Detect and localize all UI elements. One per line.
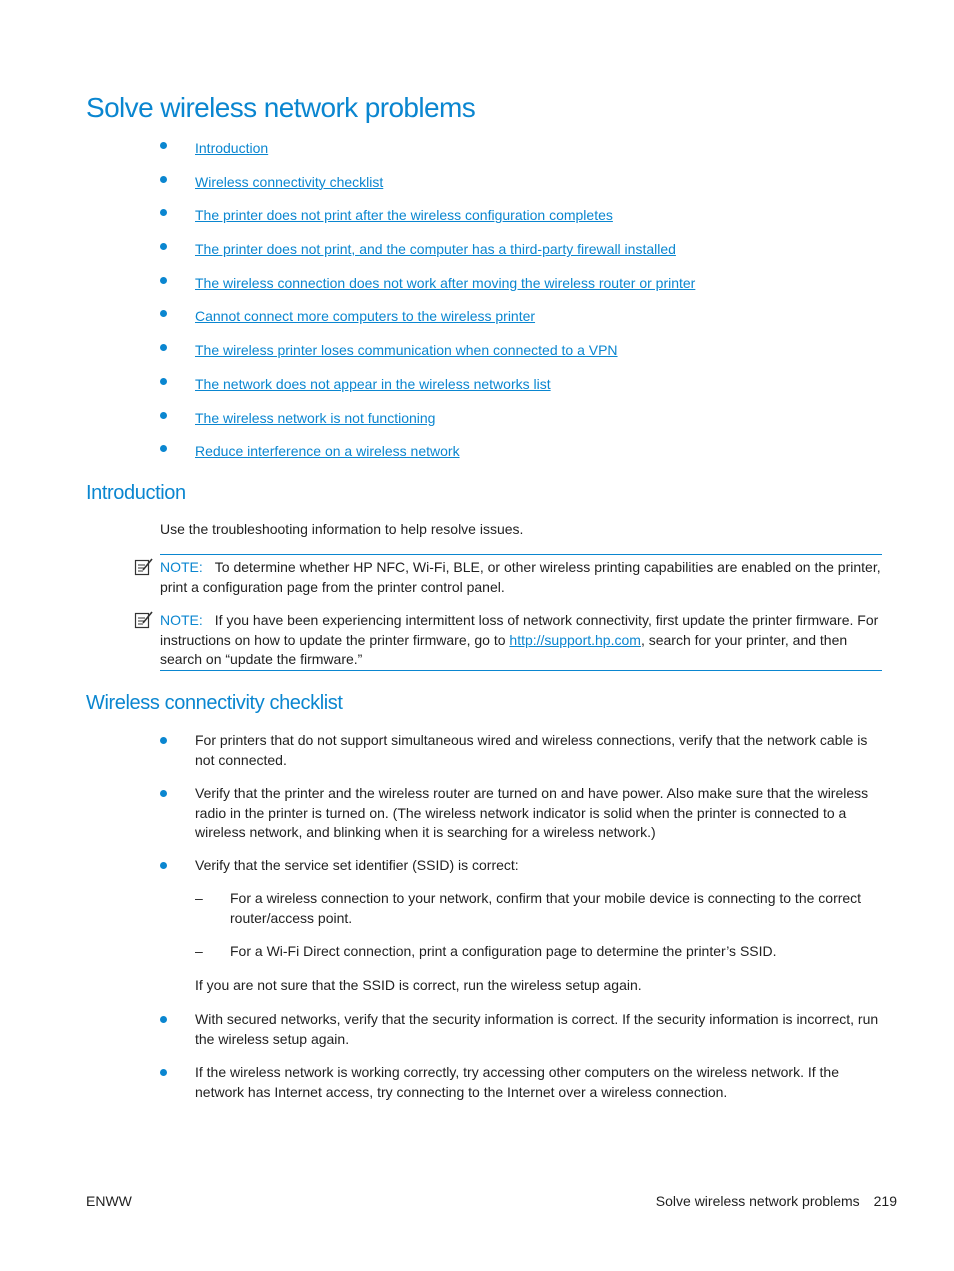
note-text	[160, 611, 882, 670]
toc-link-wireless-checklist[interactable]: Wireless connectivity checklist	[195, 173, 384, 190]
bullet-icon	[160, 445, 167, 452]
note-label: NOTE:	[160, 612, 203, 628]
bullet-icon	[160, 209, 167, 216]
bullet-icon	[160, 790, 167, 797]
bullet-icon	[160, 277, 167, 284]
toc-link-reduce-interference[interactable]: Reduce interference on a wireless network	[195, 443, 460, 460]
note-box	[134, 607, 882, 671]
toc-link-network-not-in-list[interactable]: The network does not appear in the wireless networks list	[195, 375, 551, 392]
bullet-icon	[160, 176, 167, 183]
note-text	[160, 558, 882, 597]
note-body: If you have been experiencing intermittent loss of network connectivity, first update the printer firmware. For instructions on how to update the printer firmware, go to	[160, 612, 879, 648]
sub-item-text: For a Wi-Fi Direct connection, print a configuration page to determine the printer’s SSID.	[230, 943, 777, 959]
page-title: Solve wireless network problems	[86, 92, 476, 123]
note-body-end: , search for your printer, and then search on “update the firmware.”	[160, 631, 848, 667]
footer-right	[656, 1193, 897, 1209]
introduction-heading: Introduction	[86, 482, 186, 504]
checklist-item-text: If the wireless network is working correctly, try accessing other computers on the wireless network. If the network has Internet access, try connecting to the Internet over a wireless connection.	[195, 1064, 839, 1100]
note-top-rule	[160, 554, 882, 555]
introduction-body: Use the troubleshooting information to help resolve issues.	[160, 521, 524, 537]
note-icon	[134, 610, 154, 630]
bullet-icon	[160, 1069, 167, 1076]
page-number: 219	[873, 1193, 897, 1209]
bullet-icon	[160, 310, 167, 317]
toc-link-not-functioning[interactable]: The wireless network is not functioning	[195, 409, 436, 426]
bullet-icon	[160, 737, 167, 744]
list-item	[160, 856, 882, 996]
checklist-heading: Wireless connectivity checklist	[86, 692, 343, 714]
support-link[interactable]: http://support.hp.com	[509, 631, 641, 648]
note-icon	[134, 557, 154, 577]
dash-icon: –	[195, 943, 203, 959]
footer-left: ENWW	[86, 1193, 132, 1209]
bullet-icon	[160, 862, 167, 869]
toc-link-after-moving-router[interactable]: The wireless connection does not work after moving the wireless router or printer	[195, 274, 696, 291]
sub-item-text: For a wireless connection to your network, confirm that your mobile device is connecting to the correct router/access point.	[230, 890, 862, 926]
checklist-item-text: Verify that the printer and the wireless router are turned on and have power. Also make sure that the wireless radio in the printer is turned on. (The wireless network indicator is solid when the printer is connected to a wireless network, and blinking when it is searching for a wireless network.)	[195, 785, 869, 840]
note-body: To determine whether HP NFC, Wi-Fi, BLE, or other wireless printing capabilities are enabled on the printer, print a configuration page from the printer control panel.	[160, 559, 881, 595]
bullet-icon	[160, 243, 167, 250]
toc-link-introduction[interactable]: Introduction	[195, 140, 269, 156]
toc-link-third-party-firewall[interactable]: The printer does not print, and the computer has a third-party firewall installed	[195, 241, 676, 258]
toc-link-more-computers[interactable]: Cannot connect more computers to the wireless printer	[195, 308, 536, 325]
toc-link-vpn[interactable]: The wireless printer loses communication when connected to a VPN	[195, 342, 618, 359]
toc-link-no-print-after-config[interactable]: The printer does not print after the wireless configuration completes	[195, 207, 613, 224]
bullet-icon	[160, 344, 167, 351]
bullet-icon	[160, 412, 167, 419]
checklist-item-note: If you are not sure that the SSID is correct, run the wireless setup again.	[195, 977, 642, 993]
bullet-icon	[160, 1016, 167, 1023]
note-bottom-rule	[160, 670, 882, 671]
dash-icon: –	[195, 890, 203, 906]
note-box	[134, 554, 882, 598]
bullet-icon	[160, 142, 167, 149]
checklist-item-text: Verify that the service set identifier (SSID) is correct:	[195, 857, 519, 873]
bullet-icon	[160, 378, 167, 385]
note-label: NOTE:	[160, 559, 203, 575]
footer-section-title: Solve wireless network problems	[655, 1193, 860, 1209]
checklist-item-text: For printers that do not support simultaneous wired and wireless connections, verify that the network cable is not connected.	[195, 732, 868, 768]
checklist-item-text: With secured networks, verify that the security information is correct. If the security information is incorrect, run the wireless setup again.	[195, 1011, 879, 1047]
